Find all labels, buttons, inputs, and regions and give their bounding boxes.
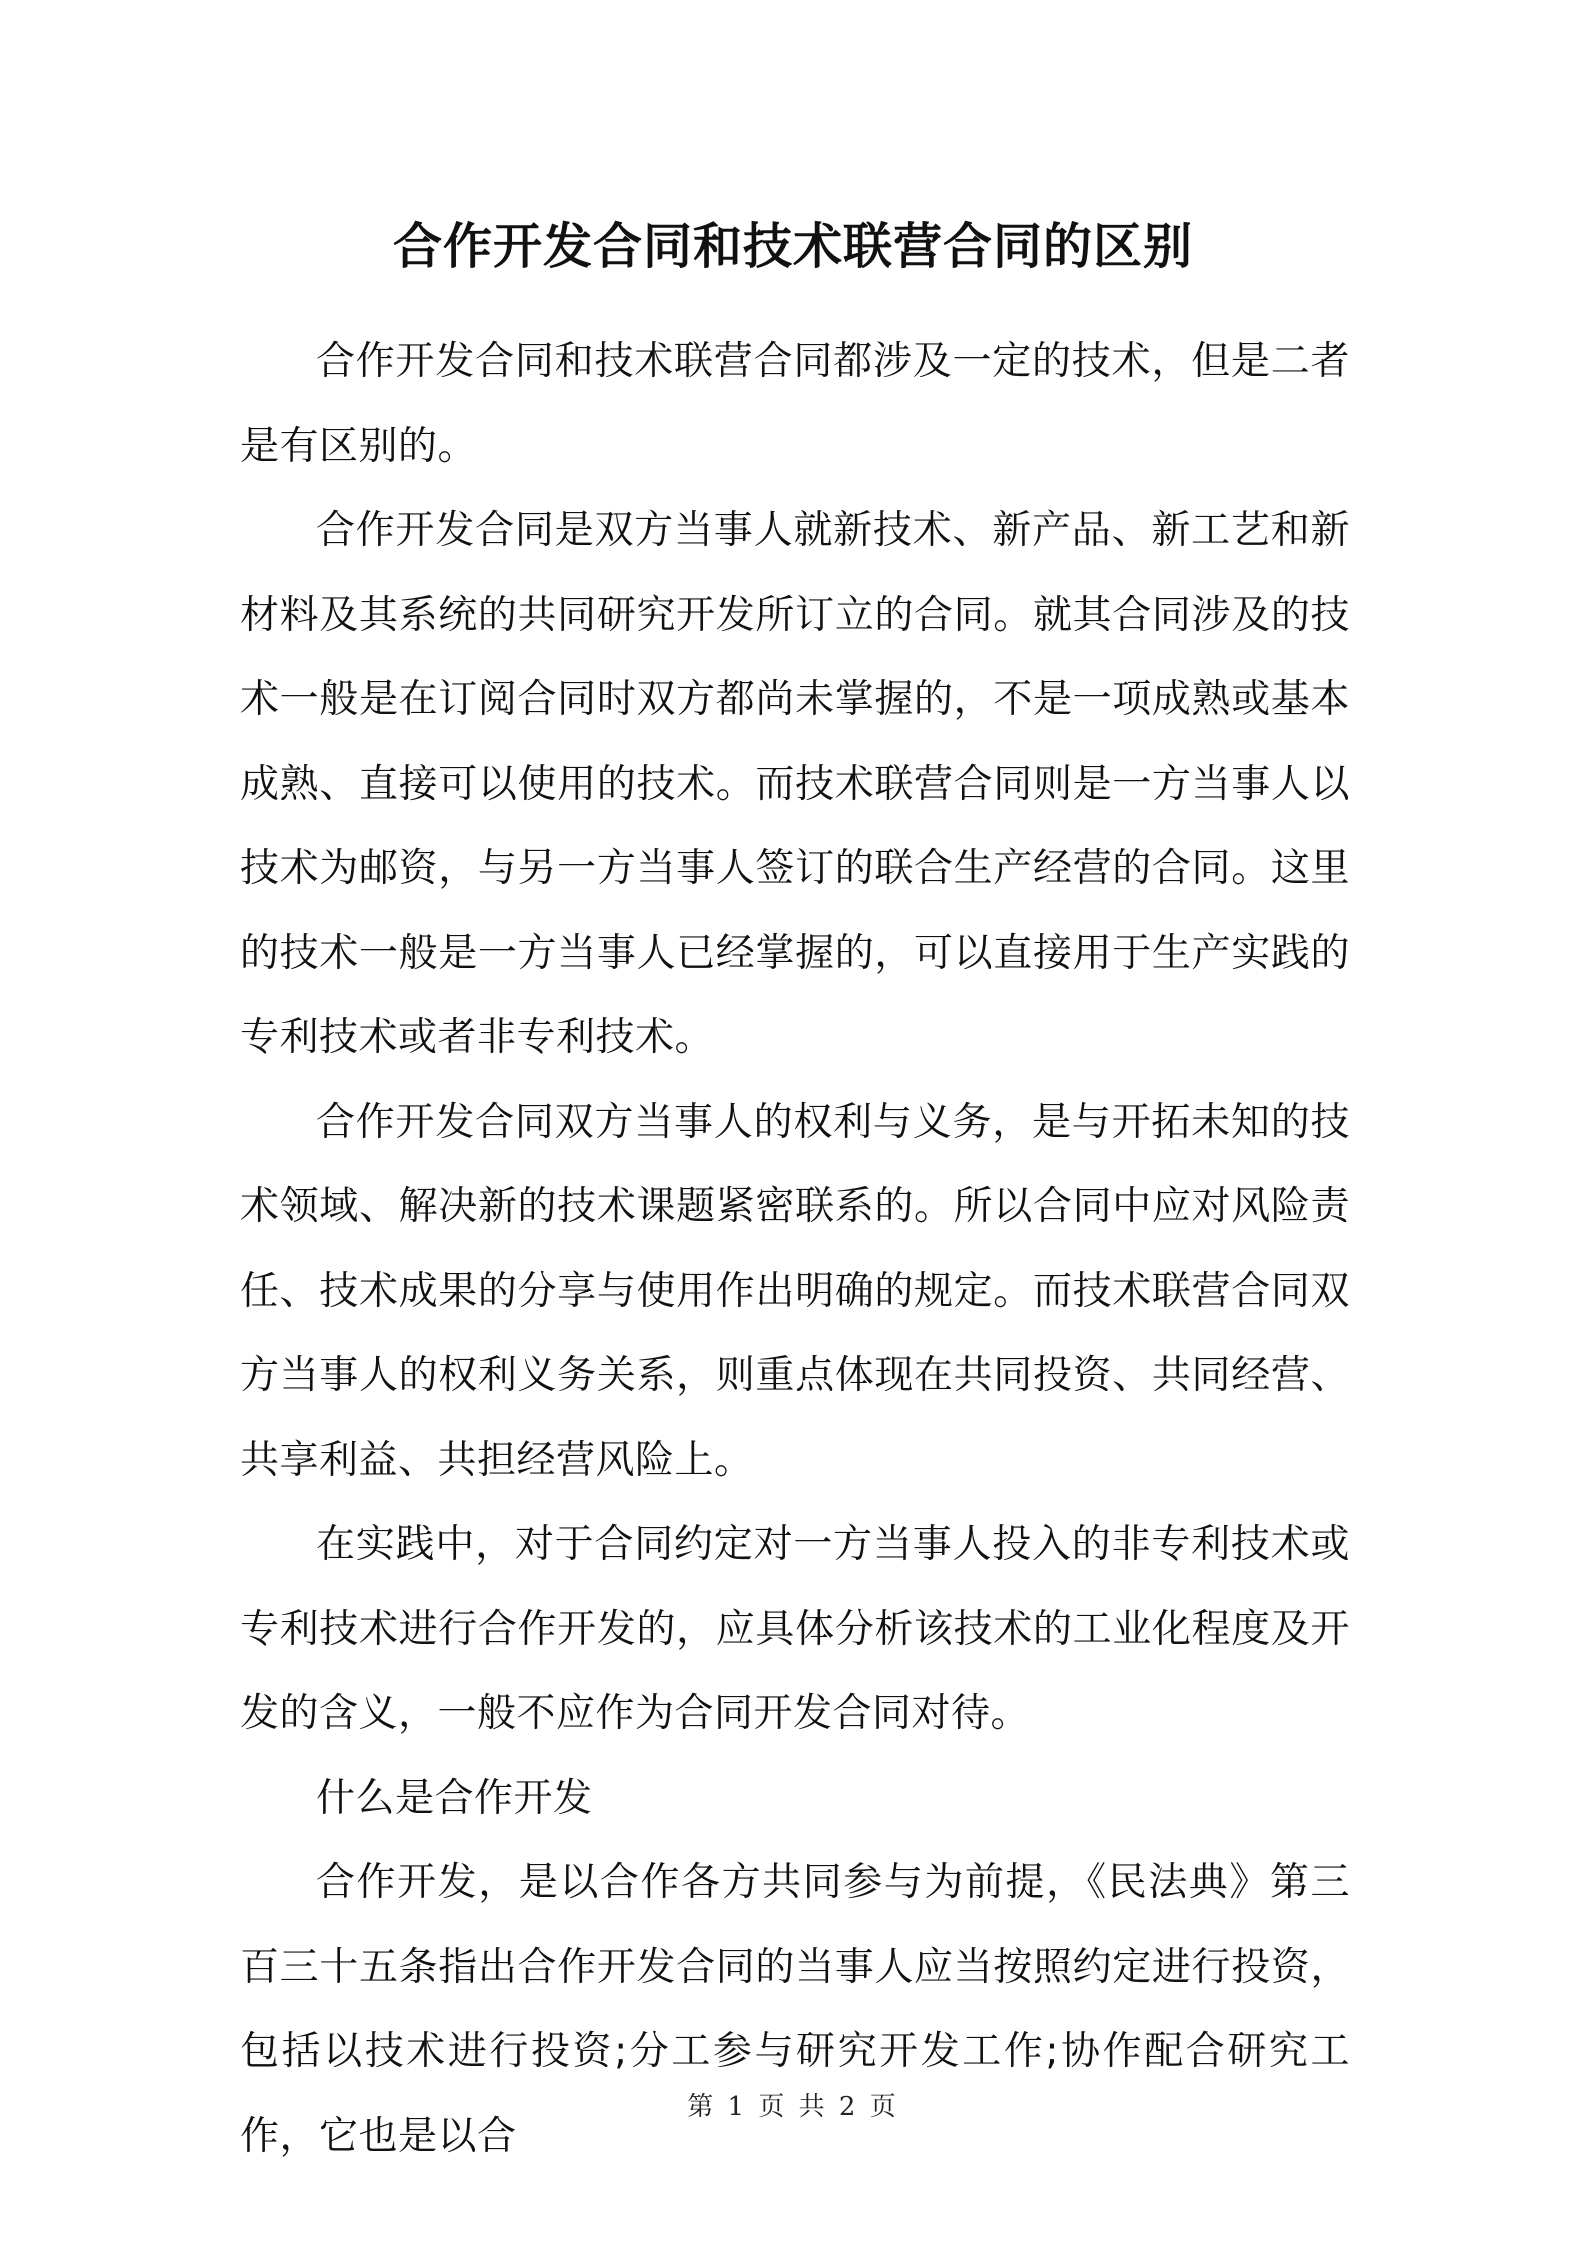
paragraph-1: 合作开发合同和技术联营合同都涉及一定的技术，但是二者是有区别的。 xyxy=(240,339,1350,469)
paragraph-5: 合作开发，是以合作各方共同参与为前提，《民法典》第三百三十五条指出合作开发合同的当事人应当按照约定进行投资，包括以技术进行投资;分工参与研究开发工作;协作配合研究工作，它也是以合 xyxy=(240,1860,1350,2159)
document-body xyxy=(240,320,1350,2179)
document-title: 合作开发合同和技术联营合同的区别 xyxy=(392,218,1193,275)
paragraph-4: 在实践中，对于合同约定对一方当事人投入的非专利技术或专利技术进行合作开发的，应具体分析该技术的工业化程度及开发的含义，一般不应作为合同开发合同对待。 xyxy=(240,1522,1350,1736)
paragraph-2: 合作开发合同是双方当事人就新技术、新产品、新工艺和新材料及其系统的共同研究开发所订立的合同。就其合同涉及的技术一般是在订阅合同时双方都尚未掌握的，不是一项成熟或基本成熟、直接可以使用的技术。而技术联营合同则是一方当事人以技术为邮资，与另一方当事人签订的联合生产经营的合同。这里的技术一般是一方当事人已经掌握的，可以直接用于生产实践的专利技术或者非专利技术。 xyxy=(240,508,1350,1060)
page-number-footer: 第 1 页 共 2 页 xyxy=(687,2092,899,2122)
paragraph-3: 合作开发合同双方当事人的权利与义务，是与开拓未知的技术领域、解决新的技术课题紧密联系的。所以合同中应对风险责任、技术成果的分享与使用作出明确的规定。而技术联营合同双方当事人的权利义务关系，则重点体现在共同投资、共同经营、共享利益、共担经营风险上。 xyxy=(240,1099,1350,1483)
section-heading: 什么是合作开发 xyxy=(316,1775,593,1821)
